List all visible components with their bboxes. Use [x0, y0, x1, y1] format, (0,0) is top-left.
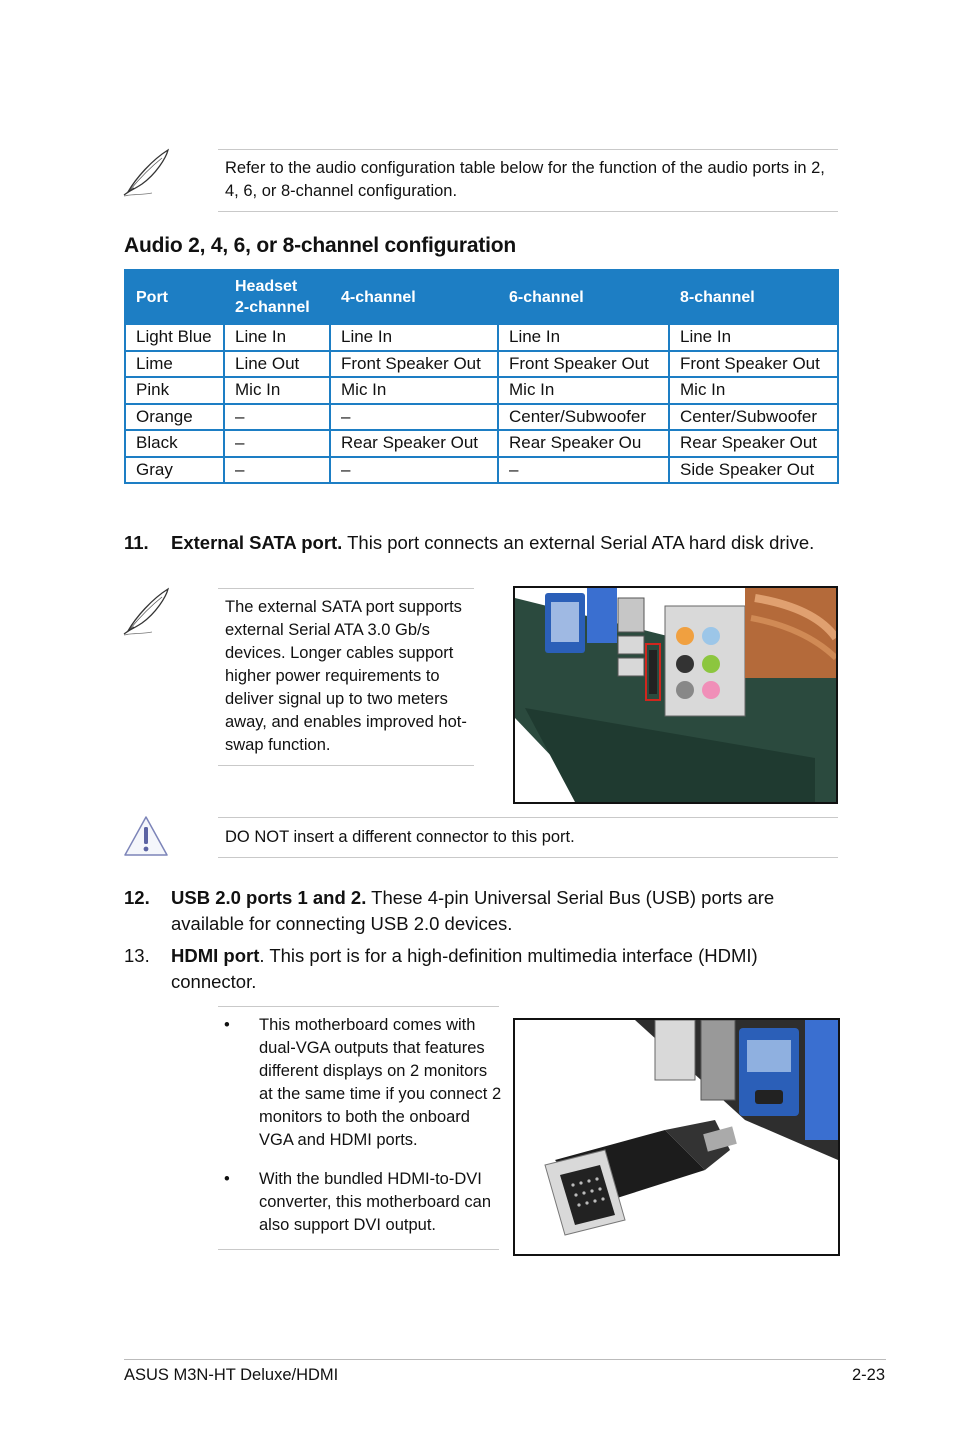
cell-8ch: Center/Subwoofer [669, 404, 838, 431]
footer-left: ASUS M3N-HT Deluxe/HDMI [124, 1366, 339, 1384]
cell-2ch: Line Out [224, 351, 330, 378]
cell-2ch: Mic In [224, 377, 330, 404]
cell-6ch: Rear Speaker Ou [498, 430, 669, 457]
header-headset: Headset 2-channel [224, 270, 330, 324]
cell-4ch: – [330, 457, 498, 484]
warning-text: DO NOT insert a different connector to this port. [225, 828, 575, 846]
cell-8ch: Line In [669, 324, 838, 351]
note3-bullets [224, 1014, 504, 1253]
item-text: These 4-pin Universal Serial Bus (USB) ports are available for connecting USB 2.0 devices. [171, 887, 775, 934]
header-4ch: 4-channel [330, 270, 498, 324]
table-row [125, 430, 838, 457]
hdmi-converter-illustration [515, 1020, 838, 1254]
table-row [125, 377, 838, 404]
table-row [125, 404, 838, 431]
cell-2ch: Line In [224, 324, 330, 351]
warning-icon [123, 815, 169, 857]
note-pen-icon [122, 587, 174, 637]
cell-4ch: Rear Speaker Out [330, 430, 498, 457]
list-item [224, 1014, 504, 1152]
cell-4ch: Mic In [330, 377, 498, 404]
note3-top-rule [218, 1006, 499, 1007]
cell-4ch: Line In [330, 324, 498, 351]
warning-bottom-rule [218, 857, 838, 858]
note2-top-rule [218, 588, 474, 589]
cell-6ch: – [498, 457, 669, 484]
header-port: Port [125, 270, 224, 324]
sata-port-illustration [515, 588, 836, 802]
bullet-icon: • [224, 1016, 230, 1034]
note2-text: The external SATA port supports external Serial ATA 3.0 Gb/s devices. Longer cables support higher power requirements to deliver signal up to two meters away, and enables improved hot-swap function. [225, 598, 467, 754]
note3-bottom-rule [218, 1249, 499, 1250]
cell-port: Black [125, 430, 224, 457]
item-title: USB 2.0 ports 1 and 2. [171, 887, 367, 908]
cell-port: Light Blue [125, 324, 224, 351]
cell-2ch: – [224, 430, 330, 457]
cell-port: Pink [125, 377, 224, 404]
table-header-row [125, 270, 838, 324]
bullet-text: With the bundled HDMI-to-DVI converter, this motherboard can also support DVI output. [259, 1170, 492, 1234]
note1-bottom-rule [218, 211, 838, 212]
footer-rule [124, 1359, 886, 1360]
item-number: 12. [124, 887, 150, 908]
item-text: This port connects an external Serial ATA hard disk drive. [342, 532, 815, 553]
cell-8ch: Mic In [669, 377, 838, 404]
cell-6ch: Center/Subwoofer [498, 404, 669, 431]
cell-6ch: Mic In [498, 377, 669, 404]
table-row [125, 324, 838, 351]
hdmi-converter-photo [513, 1018, 840, 1256]
cell-8ch: Rear Speaker Out [669, 430, 838, 457]
item-number: 13. [124, 945, 150, 966]
header-8ch: 8-channel [669, 270, 838, 324]
bullet-icon: • [224, 1170, 230, 1188]
cell-6ch: Front Speaker Out [498, 351, 669, 378]
table-row [125, 351, 838, 378]
cell-port: Gray [125, 457, 224, 484]
note1-text: Refer to the audio configuration table below for the function of the audio ports in 2, 4, 6, or 8-channel configuration. [225, 159, 825, 200]
cell-port: Orange [125, 404, 224, 431]
header-6ch: 6-channel [498, 270, 669, 324]
cell-4ch: – [330, 404, 498, 431]
section-title: Audio 2, 4, 6, or 8-channel configuration [124, 234, 517, 257]
bullet-text: This motherboard comes with dual-VGA outputs that features different displays on 2 monitors at the same time if you connect 2 monitors to both the onboard VGA and HDMI ports. [259, 1016, 502, 1149]
item-text: . This port is for a high-definition multimedia interface (HDMI) connector. [171, 945, 758, 992]
note2-bottom-rule [218, 765, 474, 766]
note-pen-icon [122, 148, 174, 198]
cell-2ch: – [224, 404, 330, 431]
list-item [224, 1168, 504, 1237]
item-title: HDMI port [171, 945, 260, 966]
warning-top-rule [218, 817, 838, 818]
cell-port: Lime [125, 351, 224, 378]
cell-8ch: Front Speaker Out [669, 351, 838, 378]
sata-port-photo [513, 586, 838, 804]
note1-top-rule [218, 149, 838, 150]
item-number: 11. [124, 532, 149, 553]
cell-8ch: Side Speaker Out [669, 457, 838, 484]
table-row [125, 457, 838, 484]
cell-6ch: Line In [498, 324, 669, 351]
cell-2ch: – [224, 457, 330, 484]
page-number: 2-23 [852, 1366, 886, 1384]
audio-config-table [124, 269, 839, 484]
cell-4ch: Front Speaker Out [330, 351, 498, 378]
item-title: External SATA port. [171, 532, 343, 553]
